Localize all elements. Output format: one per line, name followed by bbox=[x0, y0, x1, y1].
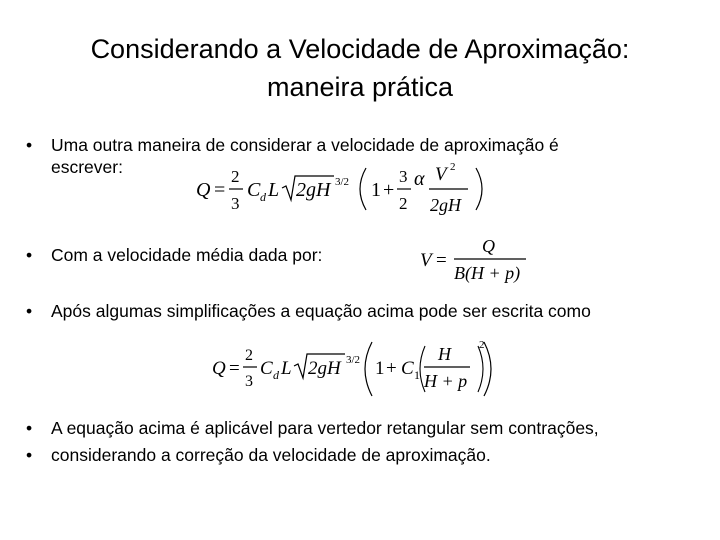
formula-symbol: 1 bbox=[414, 368, 420, 382]
formula-symbol: + bbox=[386, 358, 397, 379]
bullet-text-1-line-1: Uma outra maneira de considerar a velocidade de aproximação é bbox=[51, 135, 559, 155]
formula-symbol: Q bbox=[196, 179, 211, 201]
formula-symbol: α bbox=[414, 168, 425, 190]
formula-symbol: 2gH bbox=[430, 195, 461, 215]
bullet-dot: • bbox=[26, 418, 33, 438]
formula-simplified-discharge bbox=[212, 338, 512, 400]
bullet-text-1-line-2: escrever: bbox=[51, 157, 123, 177]
formula-symbol: 3 bbox=[245, 373, 253, 390]
bullet-text-4: A equação acima é aplicável para vertedor retangular sem contrações, bbox=[51, 418, 599, 438]
formula-symbol: B(H + p) bbox=[454, 263, 521, 283]
formula-symbol: 3 bbox=[399, 167, 408, 186]
bullet-dot: • bbox=[26, 245, 33, 265]
formula-symbol: 1 bbox=[375, 358, 385, 379]
bullet-text-5: considerando a correção da velocidade de aproximação. bbox=[51, 445, 491, 465]
formula-symbol: Q bbox=[482, 236, 495, 256]
formula-mean-velocity bbox=[420, 234, 540, 290]
formula-symbol: Q bbox=[212, 358, 226, 379]
formula-discharge-velocity-approach bbox=[196, 158, 496, 220]
formula-symbol: d bbox=[273, 368, 279, 382]
formula-symbol: 2gH bbox=[308, 358, 341, 379]
bullet-dot: • bbox=[26, 135, 33, 155]
formula-symbol: C bbox=[401, 358, 414, 379]
formula-symbol: 2 bbox=[479, 339, 485, 351]
formula-symbol: 2 bbox=[399, 194, 408, 213]
formula-symbol: L bbox=[281, 358, 292, 379]
formula-symbol: + bbox=[383, 179, 395, 201]
formula-symbol: 2gH bbox=[296, 179, 331, 201]
slide-title-line-2: maneira prática bbox=[266, 72, 454, 102]
formula-symbol: C bbox=[247, 179, 261, 201]
formula-symbol: 2 bbox=[245, 347, 253, 364]
bullet-dot: • bbox=[26, 301, 33, 321]
formula-symbol: 1 bbox=[371, 179, 381, 201]
formula-symbol: L bbox=[268, 179, 280, 201]
formula-symbol: = bbox=[436, 250, 447, 271]
bullet-text-2: Com a velocidade média dada por: bbox=[51, 245, 323, 265]
formula-symbol: 2 bbox=[450, 161, 456, 173]
formula-symbol: 3/2 bbox=[335, 176, 350, 188]
slide-title bbox=[0, 30, 720, 106]
formula-symbol: H bbox=[438, 344, 451, 364]
formula-symbol: C bbox=[260, 358, 273, 379]
formula-symbol: d bbox=[260, 190, 266, 204]
formula-symbol: 3/2 bbox=[346, 354, 361, 366]
formula-symbol: V bbox=[420, 250, 432, 271]
formula-symbol: 3 bbox=[231, 194, 240, 213]
slide-title-line-1: Considerando a Velocidade de Aproximação: bbox=[90, 34, 630, 64]
formula-symbol: = bbox=[229, 358, 240, 379]
bullet-dot: • bbox=[26, 445, 33, 465]
formula-symbol: H + p bbox=[424, 371, 468, 391]
formula-symbol: = bbox=[214, 179, 226, 201]
formula-symbol: 2 bbox=[231, 167, 240, 186]
formula-symbol: V bbox=[435, 164, 447, 185]
bullet-text-3: Após algumas simplificações a equação acima pode ser escrita como bbox=[51, 301, 591, 321]
